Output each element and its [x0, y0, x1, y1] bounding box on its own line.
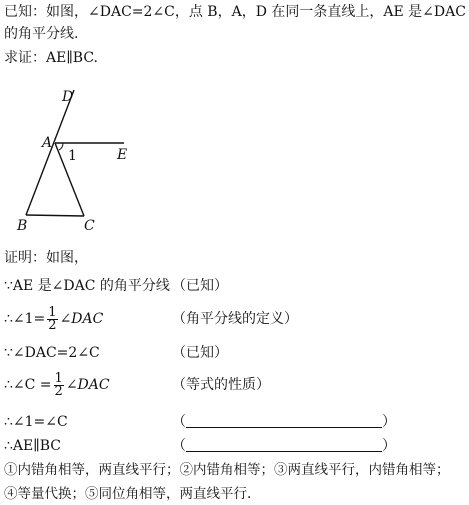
- proof-step-4: [4, 368, 110, 402]
- label-1: 1: [68, 148, 77, 164]
- label-d: D: [62, 89, 74, 105]
- step-4-suffix: ∠DAC: [65, 377, 110, 393]
- proof-reason-3: （已知）: [172, 345, 228, 361]
- fraction-numerator: 1: [48, 304, 57, 320]
- fraction-denominator: 2: [54, 383, 63, 399]
- fraction-numerator: 1: [54, 370, 63, 386]
- close-paren: ）: [382, 438, 396, 454]
- fraction-half: [47, 304, 57, 333]
- segment-bd: [26, 90, 74, 215]
- label-b: B: [17, 218, 28, 234]
- fraction-half: [54, 370, 64, 399]
- proof-reason-4: （等式的性质）: [172, 377, 270, 393]
- proof-reason-6: [172, 436, 396, 456]
- answer-blank-6[interactable]: [186, 437, 382, 452]
- proof-intro: 证明：如图，: [4, 250, 88, 266]
- proof-step-6: ∴AE∥BC: [4, 438, 61, 454]
- open-paren: （: [172, 438, 186, 454]
- label-a: A: [42, 135, 53, 151]
- fraction-denominator: 2: [48, 317, 57, 333]
- step-4-prefix: ∴∠C =: [4, 377, 52, 393]
- options-line-1: ①内错角相等，两直线平行；②内错角相等；③两直线平行，内错角相等；: [4, 462, 450, 478]
- step-2-prefix: ∴∠1=: [4, 311, 46, 327]
- segment-bc: [26, 215, 84, 216]
- proof-reason-1: （已知）: [172, 278, 228, 294]
- proof-reason-5: [172, 412, 396, 432]
- angle-1-arc: [59, 143, 63, 150]
- label-e: E: [117, 147, 128, 163]
- proof-step-2: [4, 302, 103, 336]
- close-paren: ）: [382, 414, 396, 430]
- problem-line-3: 求证：AE∥BC.: [4, 50, 99, 66]
- geometry-figure: [0, 80, 170, 240]
- proof-step-5: ∴∠1=∠C: [4, 414, 68, 430]
- proof-reason-2: （角平分线的定义）: [172, 311, 298, 327]
- proof-step-1: ∵AE 是∠DAC 的角平分线: [4, 278, 170, 294]
- problem-line-1: 已知：如图，∠DAC=2∠C，点 B，A，D 在同一条直线上，AE 是∠DAC: [4, 4, 466, 20]
- label-c: C: [84, 218, 95, 234]
- open-paren: （: [172, 414, 186, 430]
- answer-blank-5[interactable]: [186, 413, 382, 428]
- proof-step-3: ∵∠DAC=2∠C: [4, 345, 100, 361]
- step-2-suffix: ∠DAC: [59, 311, 104, 327]
- problem-line-2: 的角平分线.: [4, 26, 79, 42]
- options-line-2: ④等量代换；⑤同位角相等，两直线平行.: [4, 486, 252, 502]
